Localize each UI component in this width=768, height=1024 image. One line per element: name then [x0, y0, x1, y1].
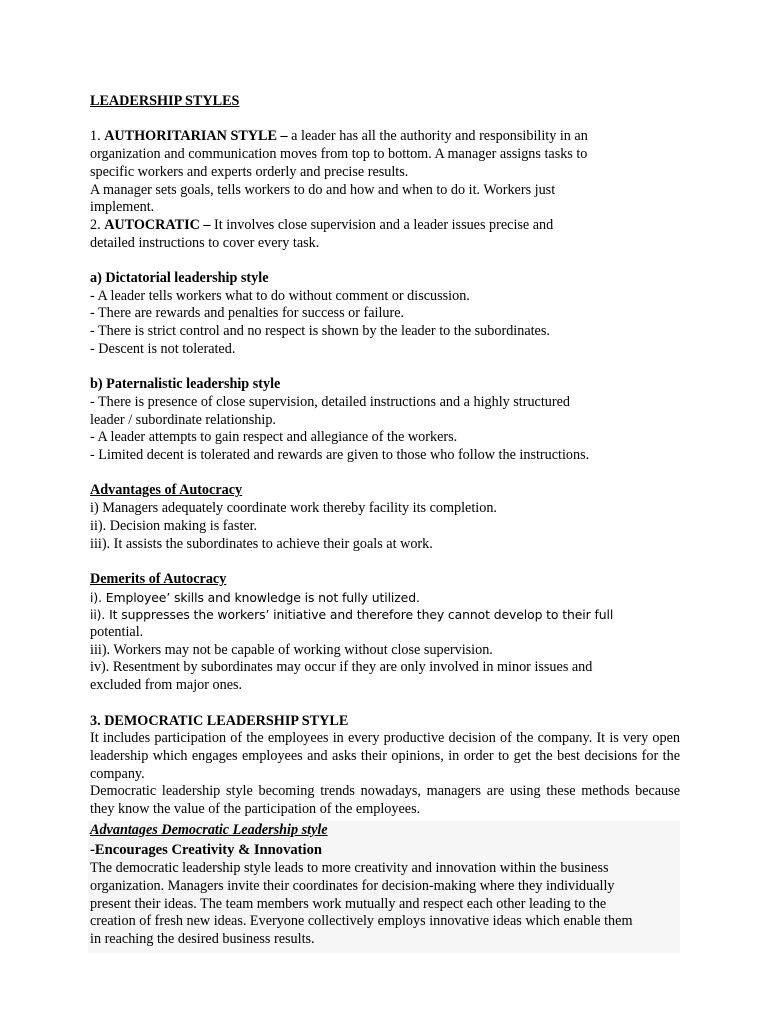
spacer	[90, 359, 680, 377]
autocratic-line-1	[90, 217, 680, 235]
paternalistic-item: - A leader attempts to gain respect and allegiance of the workers.	[90, 429, 458, 446]
demerits-autocracy-item: iii). Workers may not be capable of working without close supervision.	[90, 641, 493, 658]
advantages-democratic-line: organization. Managers invite their coordinates for decision-making where they individually	[90, 877, 615, 894]
advantages-democratic-subheading: -Encourages Creativity & Innovation	[90, 842, 323, 859]
document-page	[90, 93, 680, 953]
paternalistic-item: - There is presence of close supervision, detailed instructions and a highly structured	[90, 393, 571, 410]
advantages-democratic-heading: Advantages Democratic Leadership style	[90, 821, 328, 838]
section-advantages-autocracy	[90, 482, 680, 553]
section-dictatorial	[90, 270, 680, 359]
advantages-autocracy-item: i) Managers adequately coordinate work thereby facility its completion.	[90, 500, 497, 517]
advantages-democratic-line: present their ideas. The team members work mutually and respect each other leading to the	[90, 895, 607, 912]
authoritarian-number: 1.	[90, 128, 105, 145]
autocratic-line-2: detailed instructions to cover every task.	[90, 234, 320, 251]
authoritarian-line-4: A manager sets goals, tells workers to do and how and when to do it. Workers just	[90, 181, 556, 198]
advantages-autocracy-item: ii). Decision making is faster.	[90, 517, 258, 534]
paternalistic-item: - Limited decent is tolerated and rewards are given to those who follow the instructions.	[90, 447, 590, 464]
demerits-autocracy-item: iv). Resentment by subordinates may occur if they are only involved in minor issues and	[90, 659, 593, 676]
authoritarian-text: a leader has all the authority and responsibility in an	[287, 128, 588, 145]
advantages-autocracy-item: iii). It assists the subordinates to achieve their goals at work.	[90, 535, 433, 552]
section-paternalistic	[90, 376, 680, 465]
democratic-heading: 3. DEMOCRATIC LEADERSHIP STYLE	[90, 712, 349, 729]
dictatorial-item: - Descent is not tolerated.	[90, 340, 236, 357]
autocratic-number: 2.	[90, 216, 105, 233]
dictatorial-heading: a) Dictatorial leadership style	[90, 270, 269, 286]
paternalistic-item: leader / subordinate relationship.	[90, 411, 276, 428]
advantages-democratic-line: The democratic leadership style leads to more creativity and innovation within the business	[90, 860, 609, 877]
section-autocratic	[90, 217, 680, 252]
democratic-paragraph: Democratic leadership style becoming trends nowadays, managers are using these methods because they know the value of the participation of the employees.	[90, 783, 680, 818]
dictatorial-item: - A leader tells workers what to do without comment or discussion.	[90, 287, 470, 304]
dictatorial-item: - There are rewards and penalties for success or failure.	[90, 305, 405, 322]
dictatorial-item: - There is strict control and no respect is shown by the leader to the subordinates.	[90, 323, 550, 340]
authoritarian-heading: AUTHORITARIAN STYLE –	[104, 128, 288, 145]
spacer	[90, 553, 680, 571]
section-advantages-democratic	[88, 821, 680, 953]
section-demerits-autocracy	[90, 571, 680, 695]
authoritarian-line-2: organization and communication moves from top to bottom. A manager assigns tasks to	[90, 146, 588, 163]
demerits-autocracy-item: potential.	[90, 624, 144, 641]
spacer	[90, 252, 680, 270]
authoritarian-line-1	[90, 128, 680, 146]
democratic-paragraph: It includes participation of the employees in every productive decision of the company. It is very open leadership which engages employees and asks their opinions, in order to get the best decisions for the company.	[90, 730, 680, 782]
demerits-autocracy-heading: Demerits of Autocracy	[90, 570, 227, 587]
demerits-autocracy-item: i). Employee’ skills and knowledge is not fully utilized.	[90, 589, 420, 605]
paternalistic-heading: b) Paternalistic leadership style	[90, 376, 281, 393]
advantages-democratic-line: in reaching the desired business results.	[90, 930, 315, 947]
section-democratic	[90, 713, 680, 819]
advantages-democratic-line: creation of fresh new ideas. Everyone collectively employs innovative ideas which enable them	[90, 913, 633, 930]
document-title: LEADERSHIP STYLES	[90, 93, 240, 109]
demerits-autocracy-item: excluded from major ones.	[90, 677, 243, 694]
spacer	[90, 111, 680, 129]
spacer	[90, 465, 680, 483]
autocratic-text: It involves close supervision and a leader issues precise and	[210, 216, 554, 233]
section-authoritarian	[90, 128, 680, 217]
authoritarian-line-5: implement.	[90, 199, 155, 216]
autocratic-heading: AUTOCRATIC –	[104, 216, 211, 233]
spacer	[90, 695, 680, 713]
authoritarian-line-3: specific workers and experts orderly and precise results.	[90, 163, 409, 180]
advantages-autocracy-heading: Advantages of Autocracy	[90, 482, 243, 499]
demerits-autocracy-item: ii). It suppresses the workers’ initiative and therefore they cannot develop to their full	[90, 607, 614, 623]
